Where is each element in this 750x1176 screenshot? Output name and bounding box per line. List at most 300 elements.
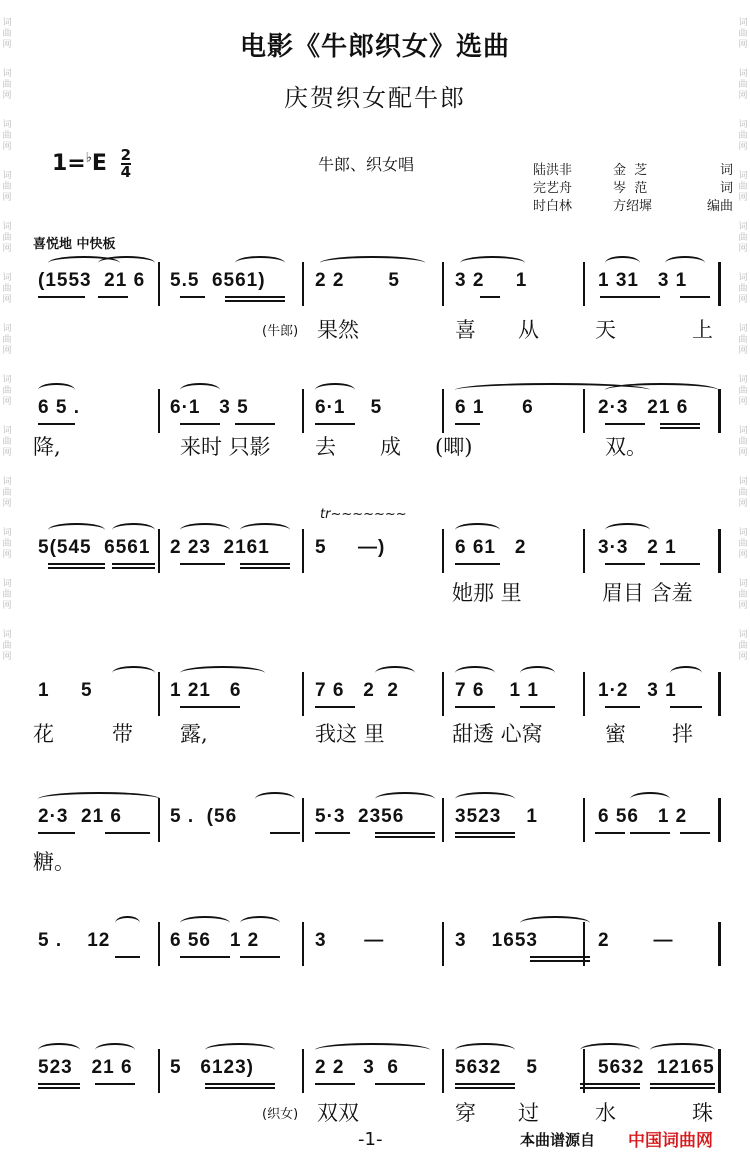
lyric-word: 天 [595, 318, 616, 342]
bar-line [442, 529, 444, 573]
watermark-char: 曲 [738, 386, 748, 396]
measure-notes: 6 5 . [38, 397, 80, 418]
slur-arc [455, 523, 500, 537]
lyric-word: 双双 [317, 1101, 359, 1125]
watermark-char: 词 [738, 630, 748, 640]
lyric-word: 水 [595, 1101, 616, 1125]
underline-beam [480, 296, 500, 298]
credit-role: 编曲 [706, 199, 733, 214]
watermark-char: 网 [738, 550, 748, 560]
underline-beam [680, 832, 710, 834]
watermark-char: 网 [738, 91, 748, 101]
underline-beam [180, 423, 220, 425]
underline-beam [375, 832, 435, 834]
slur-arc [205, 1043, 275, 1057]
measure-notes: 5.5 6561) [170, 270, 266, 291]
slur-arc [630, 792, 670, 806]
watermark-char: 曲 [738, 641, 748, 651]
watermark-char: 曲 [2, 641, 12, 651]
lyric-word: (唧) [435, 435, 473, 459]
lyric-word: 去 [315, 435, 336, 459]
watermark-char: 词 [2, 477, 12, 487]
watermark-char: 词 [738, 222, 748, 232]
lyric-word: 喜 [455, 318, 476, 342]
measure-notes: 2 — [598, 930, 674, 951]
watermark-char: 词 [2, 171, 12, 181]
underline-beam [38, 1087, 80, 1089]
tempo-marking: 喜悦地 中快板 [33, 237, 116, 252]
lyric-line [30, 577, 720, 607]
credit-name: 完艺舟 [533, 181, 573, 196]
bar-line [718, 389, 721, 433]
watermark-char: 网 [2, 40, 12, 50]
watermark-char: 曲 [2, 590, 12, 600]
watermark-char: 曲 [738, 437, 748, 447]
slur-arc [650, 1043, 715, 1057]
lyric-word: 拌 [672, 722, 693, 746]
measure-notes: 1 31 3 1 [598, 270, 688, 291]
slur-arc [315, 383, 355, 397]
watermark-char: 网 [738, 40, 748, 50]
lyric-word: 成 [380, 435, 401, 459]
credit-role: 词 [719, 163, 733, 178]
measure-notes: 5 6123) [170, 1057, 254, 1078]
underline-beam [650, 1087, 715, 1089]
measure-notes: 5·3 2356 [315, 806, 405, 827]
watermark-char: 曲 [2, 182, 12, 192]
measure-notes: 2 2 5 [315, 270, 400, 291]
watermark-char: 词 [2, 579, 12, 589]
watermark-char: 词 [738, 375, 748, 385]
bar-line [442, 1049, 444, 1093]
measure-notes: 3523 1 [455, 806, 538, 827]
watermark-char: 词 [738, 171, 748, 181]
underline-beam [315, 423, 355, 425]
underline-beam [455, 832, 515, 834]
watermark-char: 词 [2, 375, 12, 385]
watermark-char: 曲 [2, 233, 12, 243]
watermark-char: 词 [738, 426, 748, 436]
underline-beam [95, 1083, 135, 1085]
watermark-char: 网 [2, 193, 12, 203]
underline-beam [600, 296, 660, 298]
underline-beam [240, 956, 280, 958]
watermark-char: 曲 [2, 284, 12, 294]
bar-line [158, 1049, 160, 1093]
underline-beam [38, 1083, 80, 1085]
lyric-word: 带 [112, 722, 133, 746]
watermark-char: 曲 [2, 437, 12, 447]
watermark-char: 词 [2, 69, 12, 79]
lyric-line [30, 314, 720, 344]
slur-arc [670, 666, 702, 680]
bar-line [158, 672, 160, 716]
slur-arc [95, 1043, 135, 1057]
slur-arc [180, 916, 230, 930]
credit-name: 方绍墀 [613, 199, 653, 214]
credit-name: 岑 范 [613, 181, 648, 196]
bar-line [583, 529, 585, 573]
credit-row [533, 198, 733, 216]
trill-mark: tr~~~~~~~ [320, 507, 407, 522]
underline-beam [455, 1087, 515, 1089]
underline-beam [580, 1087, 640, 1089]
watermark-char: 网 [738, 346, 748, 356]
watermark-char: 网 [738, 244, 748, 254]
watermark-char: 网 [738, 499, 748, 509]
lyric-word: 过 [518, 1101, 539, 1125]
watermark-char: 网 [2, 448, 12, 458]
lyric-word: 从 [518, 318, 539, 342]
underline-beam [375, 836, 435, 838]
underline-beam [180, 563, 225, 565]
slur-arc [605, 256, 640, 270]
underline-beam [670, 706, 702, 708]
watermark-char: 曲 [2, 80, 12, 90]
underline-beam [38, 296, 85, 298]
slur-arc [375, 666, 415, 680]
bar-line [442, 262, 444, 306]
underline-beam [595, 832, 625, 834]
measure-notes: 3 2 1 [455, 270, 528, 291]
watermark-char: 曲 [738, 488, 748, 498]
measure-notes: 1 21 6 [170, 680, 242, 701]
watermark-char: 网 [738, 397, 748, 407]
lyric-word: 她那 里 [452, 581, 522, 605]
underline-beam [180, 706, 240, 708]
watermark-char: 曲 [738, 29, 748, 39]
watermark-char: 词 [738, 69, 748, 79]
underline-beam [240, 567, 290, 569]
slur-arc [180, 523, 230, 537]
measure-notes: 1·2 3 1 [598, 680, 677, 701]
slur-arc [605, 383, 718, 397]
measure-notes: 2·3 21 6 [38, 806, 122, 827]
bar-line [302, 672, 304, 716]
underline-beam [375, 1083, 425, 1085]
measure-notes: 6·1 5 [315, 397, 383, 418]
underline-beam [235, 423, 275, 425]
underline-beam [660, 427, 700, 429]
underline-beam [650, 1083, 715, 1085]
underline-beam [605, 706, 640, 708]
bar-line [302, 529, 304, 573]
watermark-char: 词 [738, 120, 748, 130]
underline-beam [660, 423, 700, 425]
watermark-char: 曲 [2, 488, 12, 498]
measure-notes: 6·1 3 5 [170, 397, 249, 418]
lyric-word: 果然 [317, 318, 359, 342]
slur-arc [315, 1043, 430, 1057]
slur-arc [455, 792, 515, 806]
underline-beam [180, 956, 230, 958]
singer-role-label: (牛郎) [262, 324, 299, 339]
song-subtitle: 庆贺织女配牛郎 [284, 84, 466, 112]
measure-notes: 5 . (56 [170, 806, 238, 827]
watermark-char: 曲 [2, 386, 12, 396]
source-note: 本曲谱源自 [520, 1131, 596, 1149]
time-signature [121, 148, 131, 180]
measure-notes: 2·3 21 6 [598, 397, 689, 418]
measure-notes: 3 — [315, 930, 385, 951]
watermark-char: 词 [738, 324, 748, 334]
bar-line [442, 389, 444, 433]
measure-notes: 5632 5 [455, 1057, 538, 1078]
staff-line [30, 270, 720, 314]
lyric-word: 我这 里 [315, 722, 385, 746]
underline-beam [455, 706, 495, 708]
watermark-char: 词 [2, 222, 12, 232]
slur-arc [255, 792, 295, 806]
key-note: E [91, 151, 107, 176]
watermark-char: 曲 [2, 29, 12, 39]
underline-beam [455, 836, 515, 838]
slur-arc [520, 916, 590, 930]
measure-notes: 5(545 6561 [38, 537, 151, 558]
lyric-word: 珠 [692, 1101, 713, 1125]
measure-notes: 7 6 1 1 [455, 680, 539, 701]
measure-notes: 3·3 2 1 [598, 537, 677, 558]
underline-beam [225, 300, 285, 302]
underline-beam [630, 832, 670, 834]
underline-beam [180, 296, 205, 298]
bar-line [158, 262, 160, 306]
song-title: 电影《牛郎织女》选曲 [239, 32, 510, 62]
bar-line [442, 672, 444, 716]
bar-line [158, 389, 160, 433]
bar-line [302, 798, 304, 842]
watermark-char: 网 [738, 142, 748, 152]
measure-notes: 6 56 1 2 [598, 806, 688, 827]
bar-line [302, 262, 304, 306]
watermark-char: 网 [2, 499, 12, 509]
page-number: -1- [358, 1129, 383, 1150]
watermark-char: 词 [2, 18, 12, 28]
watermark-char: 曲 [738, 182, 748, 192]
measure-notes: 5 —) [315, 537, 386, 558]
underline-beam [315, 832, 350, 834]
measure-notes: 5632 12165 [598, 1057, 715, 1078]
underline-beam [520, 706, 555, 708]
lyric-word: 穿 [455, 1101, 476, 1125]
slur-arc [605, 523, 650, 537]
underline-beam [455, 563, 500, 565]
credit-name: 时白林 [533, 199, 573, 214]
underline-beam [580, 1083, 640, 1085]
bar-line [158, 529, 160, 573]
bar-line [583, 672, 585, 716]
measure-notes: 3 1653 [455, 930, 538, 951]
measure-notes: (1553 21 6 [38, 270, 146, 291]
slur-arc [38, 792, 160, 806]
bar-line [718, 798, 721, 842]
credit-name: 金 芝 [613, 163, 648, 178]
watermark-char: 曲 [738, 233, 748, 243]
credit-role: 词 [719, 181, 733, 196]
watermark-strip-right [736, 0, 750, 1176]
lyric-word: 花 [33, 722, 54, 746]
bar-line [158, 922, 160, 966]
slur-arc [520, 666, 555, 680]
credit-row [533, 180, 733, 198]
underline-beam [38, 832, 75, 834]
underline-beam [240, 563, 290, 565]
bar-line [718, 529, 721, 573]
watermark-char: 曲 [738, 131, 748, 141]
measure-notes: 523 21 6 [38, 1057, 133, 1078]
underline-beam [105, 832, 150, 834]
watermark-char: 网 [2, 295, 12, 305]
watermark-char: 词 [738, 273, 748, 283]
underline-beam [455, 423, 480, 425]
singer-role-label: (织女) [262, 1107, 299, 1122]
underline-beam [530, 960, 590, 962]
watermark-char: 词 [738, 528, 748, 538]
lyric-word: 蜜 [605, 722, 626, 746]
credit-row [533, 162, 733, 180]
watermark-char: 网 [738, 652, 748, 662]
bar-line [583, 262, 585, 306]
slur-arc [455, 666, 495, 680]
slur-arc [580, 1043, 640, 1057]
underline-beam [112, 563, 155, 565]
watermark-char: 曲 [2, 539, 12, 549]
watermark-char: 网 [738, 193, 748, 203]
underline-beam [605, 423, 645, 425]
staff-line [30, 1057, 720, 1101]
watermark-char: 网 [738, 601, 748, 611]
slur-arc [375, 792, 435, 806]
measure-notes: 2 2 3 6 [315, 1057, 399, 1078]
slur-arc [112, 523, 155, 537]
watermark-char: 词 [2, 426, 12, 436]
staff-line [30, 930, 720, 974]
underline-beam [270, 832, 300, 834]
watermark-strip-left [0, 0, 14, 1176]
underline-beam [315, 1083, 355, 1085]
underline-beam [48, 567, 105, 569]
lyric-line [30, 846, 720, 876]
watermark-char: 曲 [738, 539, 748, 549]
watermark-char: 网 [2, 550, 12, 560]
watermark-char: 曲 [738, 590, 748, 600]
slur-arc [240, 523, 290, 537]
watermark-char: 网 [738, 295, 748, 305]
watermark-char: 曲 [738, 284, 748, 294]
key-prefix: 1= [52, 151, 86, 176]
watermark-char: 词 [2, 324, 12, 334]
bar-line [442, 798, 444, 842]
time-bottom: 4 [120, 163, 132, 181]
bar-line [718, 262, 721, 306]
watermark-char: 网 [2, 397, 12, 407]
watermark-char: 词 [2, 630, 12, 640]
measure-notes: 6 56 1 2 [170, 930, 260, 951]
underline-beam [205, 1087, 275, 1089]
underline-beam [98, 296, 128, 298]
watermark-char: 曲 [2, 131, 12, 141]
bar-line [718, 1049, 721, 1093]
slur-arc [460, 256, 525, 270]
underline-beam [455, 1083, 515, 1085]
underline-beam [660, 563, 700, 565]
underline-beam [315, 706, 355, 708]
slur-arc [98, 256, 155, 270]
watermark-char: 曲 [2, 335, 12, 345]
slur-arc [38, 383, 75, 397]
slur-arc [665, 256, 705, 270]
slur-arc [320, 256, 425, 270]
bar-line [718, 922, 721, 966]
measure-notes: 1 5 [38, 680, 93, 701]
bar-line [583, 798, 585, 842]
bar-line [718, 672, 721, 716]
lyric-word: 上 [692, 318, 713, 342]
slur-arc [180, 666, 265, 680]
watermark-char: 网 [2, 244, 12, 254]
watermark-char: 词 [2, 528, 12, 538]
bar-line [302, 1049, 304, 1093]
lyric-word: 来时 只影 [180, 435, 271, 459]
watermark-char: 词 [738, 18, 748, 28]
measure-notes: 2 23 2161 [170, 537, 270, 558]
watermark-char: 曲 [738, 335, 748, 345]
lyric-word: 眉目 含羞 [602, 581, 693, 605]
slur-arc [38, 1043, 80, 1057]
singers-label: 牛郎、织女唱 [318, 155, 415, 174]
watermark-char: 网 [2, 142, 12, 152]
underline-beam [530, 956, 590, 958]
watermark-char: 网 [738, 448, 748, 458]
credits-block [533, 162, 733, 216]
measure-notes: 6 61 2 [455, 537, 527, 558]
underline-beam [38, 423, 75, 425]
lyric-word: 降, [33, 435, 61, 459]
underline-beam [680, 296, 710, 298]
lyric-line [30, 1097, 720, 1127]
watermark-char: 词 [738, 477, 748, 487]
watermark-char: 网 [2, 652, 12, 662]
underline-beam [48, 563, 105, 565]
bar-line [302, 389, 304, 433]
bar-line [302, 922, 304, 966]
lyric-word: 糖。 [33, 850, 75, 874]
credit-name: 陆洪非 [533, 163, 573, 178]
source-site: 中国词曲网 [628, 1131, 713, 1151]
slur-arc [455, 1043, 515, 1057]
underline-beam [605, 563, 645, 565]
watermark-char: 网 [2, 346, 12, 356]
staff-line [30, 507, 720, 581]
lyric-word: 甜透 心窝 [452, 722, 543, 746]
staff-line [30, 806, 720, 850]
underline-beam [112, 567, 155, 569]
measure-notes: 6 1 6 [455, 397, 534, 418]
underline-beam [225, 296, 285, 298]
time-top: 2 [120, 146, 132, 164]
measure-notes: 7 6 2 2 [315, 680, 399, 701]
slur-arc [180, 383, 220, 397]
underline-beam [115, 956, 140, 958]
slur-arc [240, 916, 280, 930]
lyric-word: 双。 [605, 435, 647, 459]
slur-arc [115, 916, 140, 930]
flat-sign: ♭ [85, 150, 92, 166]
slur-arc [112, 666, 155, 680]
watermark-char: 网 [2, 601, 12, 611]
watermark-char: 词 [2, 273, 12, 283]
lyric-line [30, 718, 720, 748]
